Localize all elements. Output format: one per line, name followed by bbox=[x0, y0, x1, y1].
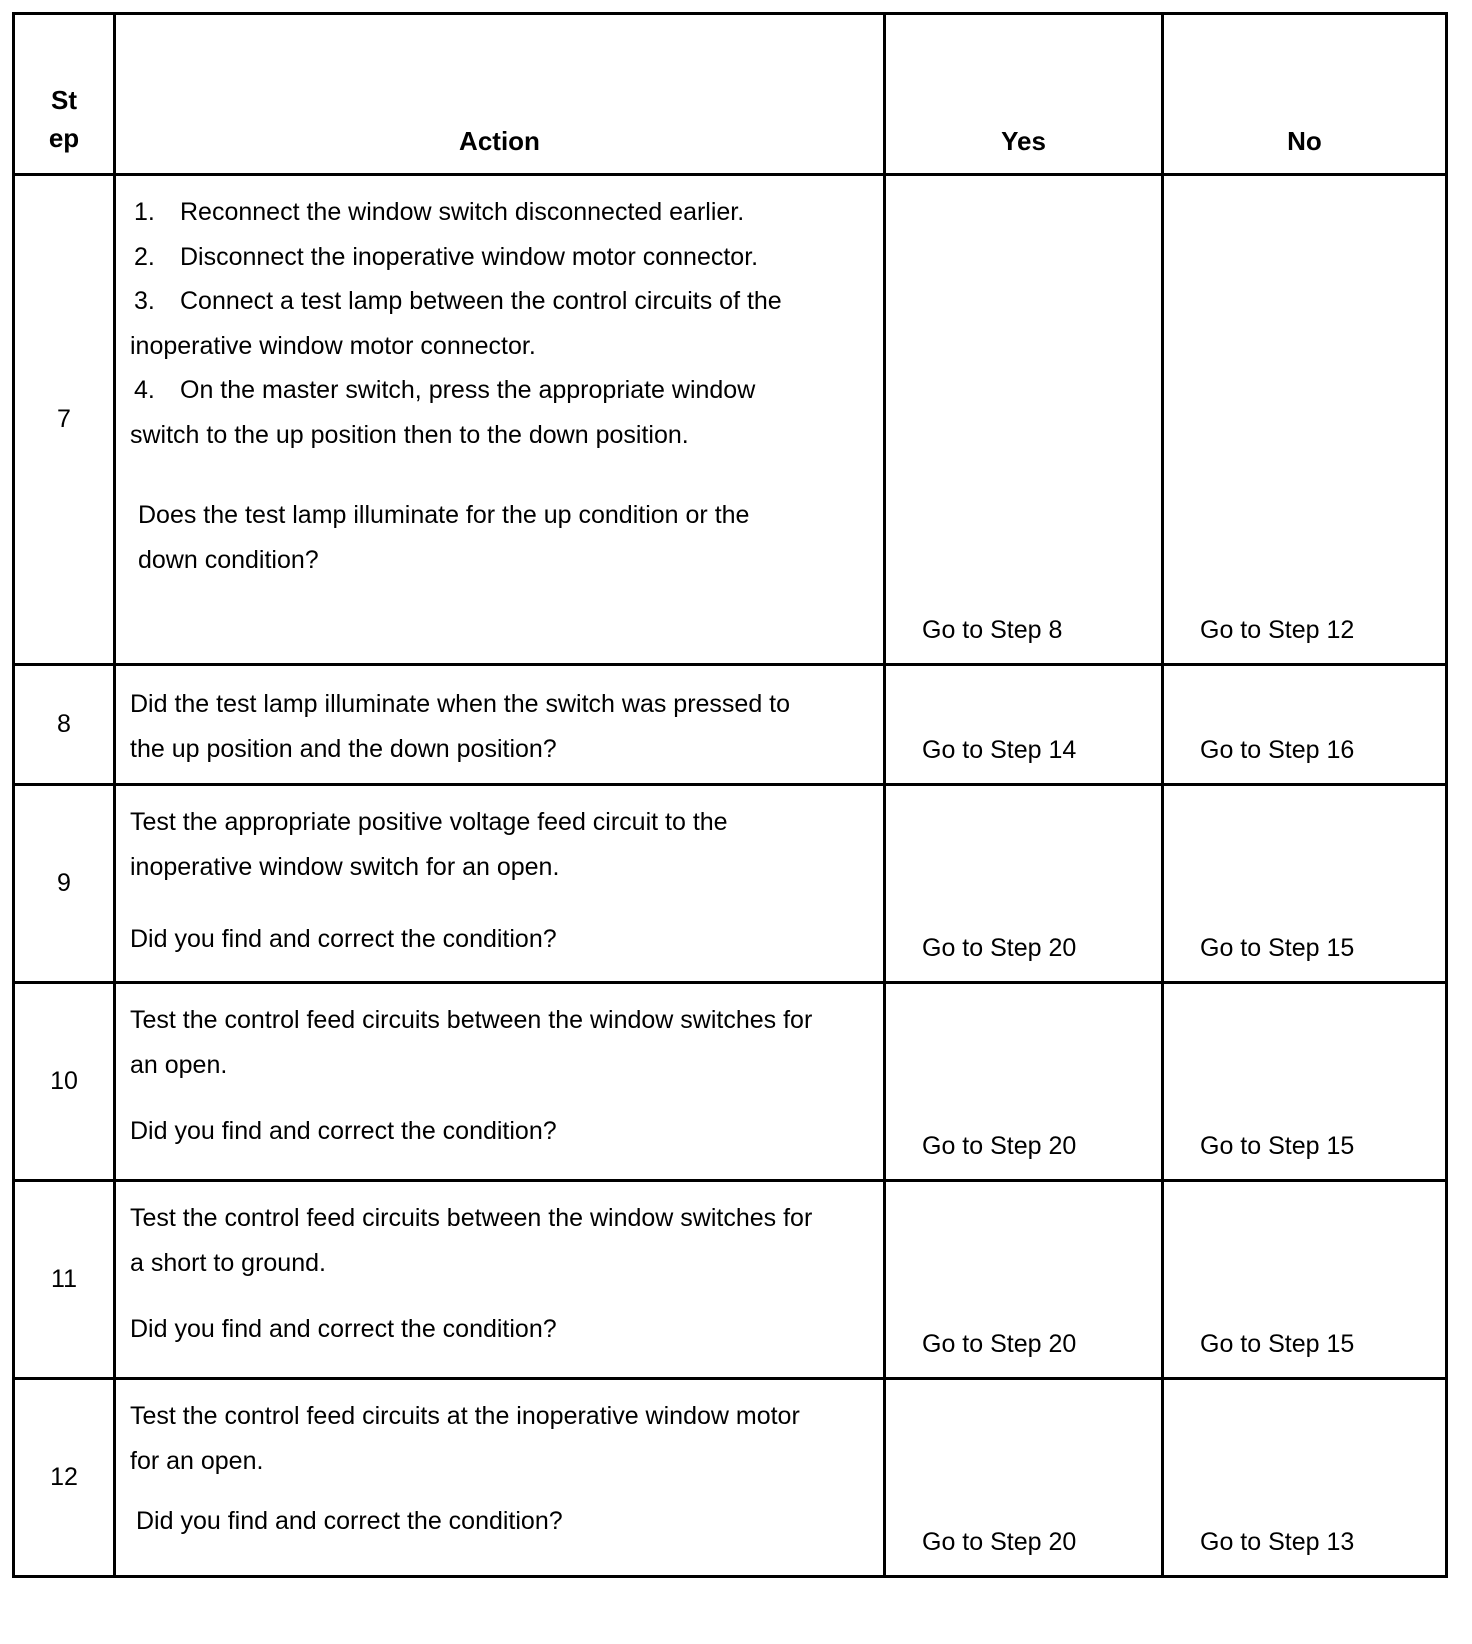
no-cell: Go to Step 15 bbox=[1163, 1181, 1447, 1379]
table-row bbox=[14, 1379, 1447, 1577]
yes-cell: Go to Step 20 bbox=[885, 1379, 1163, 1577]
diagnostic-table bbox=[12, 12, 1448, 1578]
yes-cell: Go to Step 8 bbox=[885, 175, 1163, 665]
table-row bbox=[14, 785, 1447, 983]
action-cell bbox=[115, 175, 885, 665]
no-header: No bbox=[1163, 14, 1447, 175]
list-item: 2. Disconnect the inoperative window motor connector. bbox=[134, 242, 759, 271]
header-row bbox=[14, 14, 1447, 175]
question-text: Did you find and correct the condition? bbox=[130, 925, 557, 953]
question-text: Does the test lamp illuminate for the up condition or the down condition? bbox=[138, 501, 750, 574]
table-row bbox=[14, 665, 1447, 785]
instruction-text: Test the appropriate positive voltage feed circuit to the inoperative window switch for an open. bbox=[130, 808, 728, 881]
step-header: St ep bbox=[14, 14, 115, 175]
yes-cell: Go to Step 20 bbox=[885, 1181, 1163, 1379]
list-item: 4. On the master switch, press the appropriate window switch to the up position then to the down position. bbox=[130, 376, 756, 449]
action-header: Action bbox=[115, 14, 885, 175]
question-text: Did you find and correct the condition? bbox=[130, 1315, 557, 1343]
question-text: Did the test lamp illuminate when the switch was pressed to the up position and the down position? bbox=[130, 690, 791, 763]
yes-cell: Go to Step 20 bbox=[885, 983, 1163, 1181]
action-cell bbox=[115, 1379, 885, 1577]
list-item: 1. Reconnect the window switch disconnected earlier. bbox=[134, 198, 745, 226]
no-cell: Go to Step 13 bbox=[1163, 1379, 1447, 1577]
list-item: 3. Connect a test lamp between the control circuits of the inoperative window motor connector. bbox=[130, 287, 782, 360]
instruction-text: Test the control feed circuits between the window switches for a short to ground. bbox=[130, 1204, 813, 1277]
step-number: 7 bbox=[14, 175, 115, 665]
action-cell bbox=[115, 785, 885, 983]
yes-cell: Go to Step 14 bbox=[885, 665, 1163, 785]
question-text: Did you find and correct the condition? bbox=[130, 1117, 557, 1145]
no-cell: Go to Step 12 bbox=[1163, 175, 1447, 665]
instruction-text: Test the control feed circuits between the window switches for an open. bbox=[130, 1006, 813, 1079]
yes-cell: Go to Step 20 bbox=[885, 785, 1163, 983]
table-row bbox=[14, 983, 1447, 1181]
action-cell bbox=[115, 665, 885, 785]
step-number: 8 bbox=[14, 665, 115, 785]
table-row bbox=[14, 175, 1447, 665]
yes-header: Yes bbox=[885, 14, 1163, 175]
table-row bbox=[14, 1181, 1447, 1379]
action-cell bbox=[115, 1181, 885, 1379]
step-number: 11 bbox=[14, 1181, 115, 1379]
step-number: 12 bbox=[14, 1379, 115, 1577]
no-cell: Go to Step 15 bbox=[1163, 983, 1447, 1181]
question-text: Did you find and correct the condition? bbox=[136, 1507, 563, 1535]
instruction-text: Test the control feed circuits at the inoperative window motor for an open. bbox=[130, 1402, 800, 1475]
step-number: 9 bbox=[14, 785, 115, 983]
no-cell: Go to Step 16 bbox=[1163, 665, 1447, 785]
action-cell bbox=[115, 983, 885, 1181]
step-number: 10 bbox=[14, 983, 115, 1181]
no-cell: Go to Step 15 bbox=[1163, 785, 1447, 983]
